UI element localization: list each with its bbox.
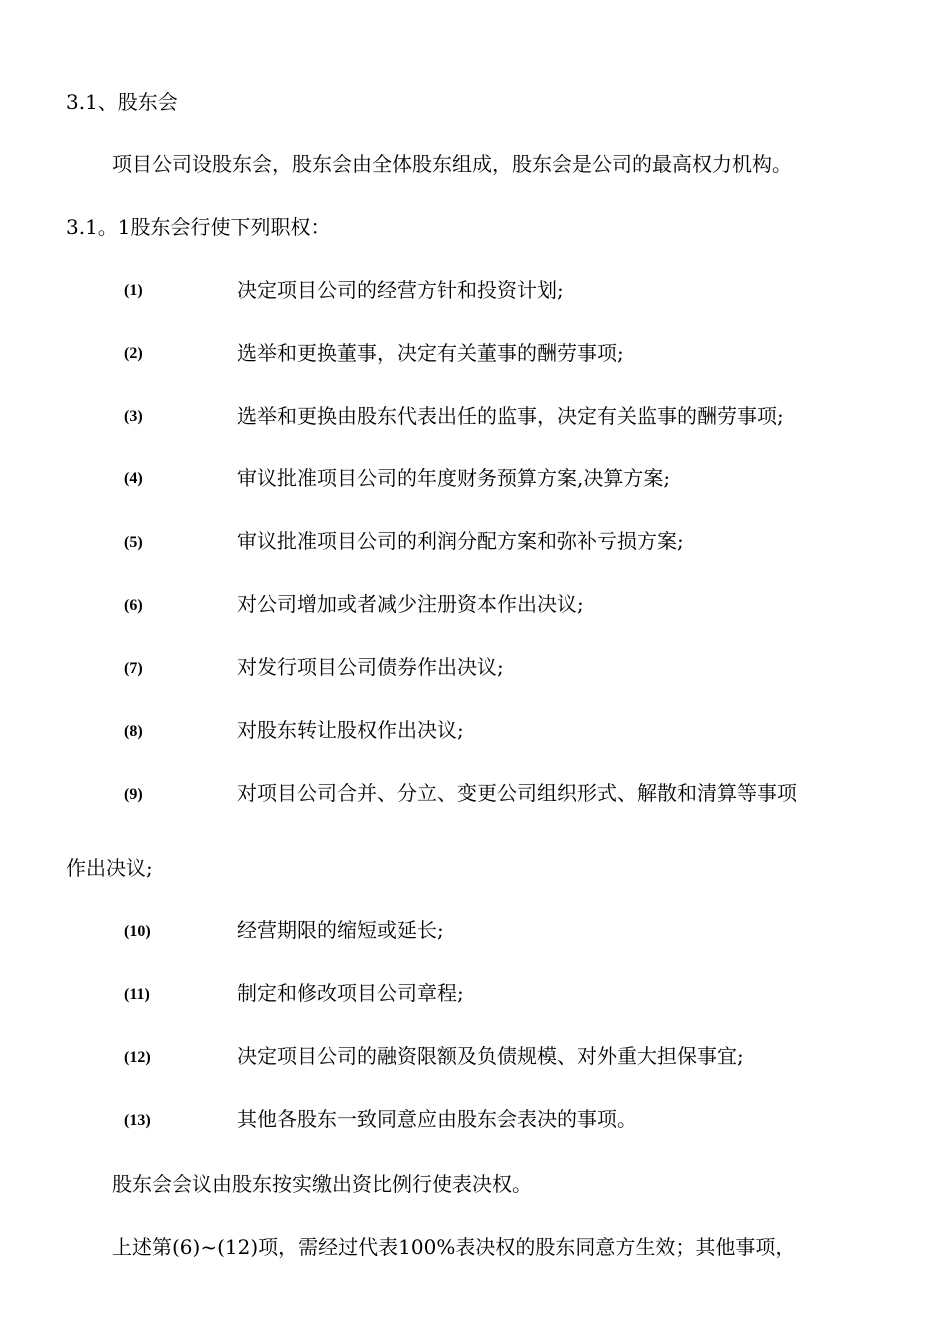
item-text: 经营期限的缩短或延长; [237, 918, 444, 942]
item-number: (12) [124, 1049, 151, 1066]
item-text: 选举和更换董事，决定有关董事的酬劳事项; [237, 341, 624, 365]
item-number: (4) [124, 470, 143, 487]
item-text: 选举和更换由股东代表出任的监事，决定有关监事的酬劳事项; [237, 404, 784, 428]
voting-rule-paragraph: 股东会会议由股东按实缴出资比例行使表决权。 [112, 1172, 532, 1196]
section-heading: 3.1、股东会 [66, 90, 178, 114]
subsection-heading: 3.1。1股东会行使下列职权： [66, 215, 331, 239]
item-9-continuation: 作出决议; [66, 856, 153, 880]
item-text: 对发行项目公司债券作出决议; [237, 655, 504, 679]
item-text: 决定项目公司的经营方针和投资计划; [237, 278, 564, 302]
item-number: (6) [124, 597, 143, 614]
item-number: (11) [124, 986, 150, 1003]
item-text: 对公司增加或者减少注册资本作出决议; [237, 592, 584, 616]
item-number: (7) [124, 660, 143, 677]
item-text: 审议批准项目公司的年度财务预算方案,决算方案; [237, 466, 671, 490]
item-text: 制定和修改项目公司章程; [237, 981, 464, 1005]
item-number: (13) [124, 1112, 151, 1129]
item-text: 对项目公司合并、分立、变更公司组织形式、解散和清算等事项 [237, 781, 797, 805]
item-number: (2) [124, 345, 143, 362]
item-number: (10) [124, 923, 151, 940]
approval-rule-paragraph: 上述第(6)~(12)项，需经过代表100%表决权的股东同意方生效；其他事项， [112, 1235, 796, 1259]
item-number: (5) [124, 534, 143, 551]
item-number: (8) [124, 723, 143, 740]
item-number: (9) [124, 786, 143, 803]
item-text: 决定项目公司的融资限额及负债规模、对外重大担保事宜; [237, 1044, 744, 1068]
intro-paragraph: 项目公司设股东会，股东会由全体股东组成，股东会是公司的最高权力机构。 [112, 152, 792, 176]
item-number: (1) [124, 282, 143, 299]
item-text: 审议批准项目公司的利润分配方案和弥补亏损方案; [237, 529, 684, 553]
item-text: 其他各股东一致同意应由股东会表决的事项。 [237, 1107, 637, 1131]
item-text: 对股东转让股权作出决议; [237, 718, 464, 742]
item-number: (3) [124, 408, 143, 425]
